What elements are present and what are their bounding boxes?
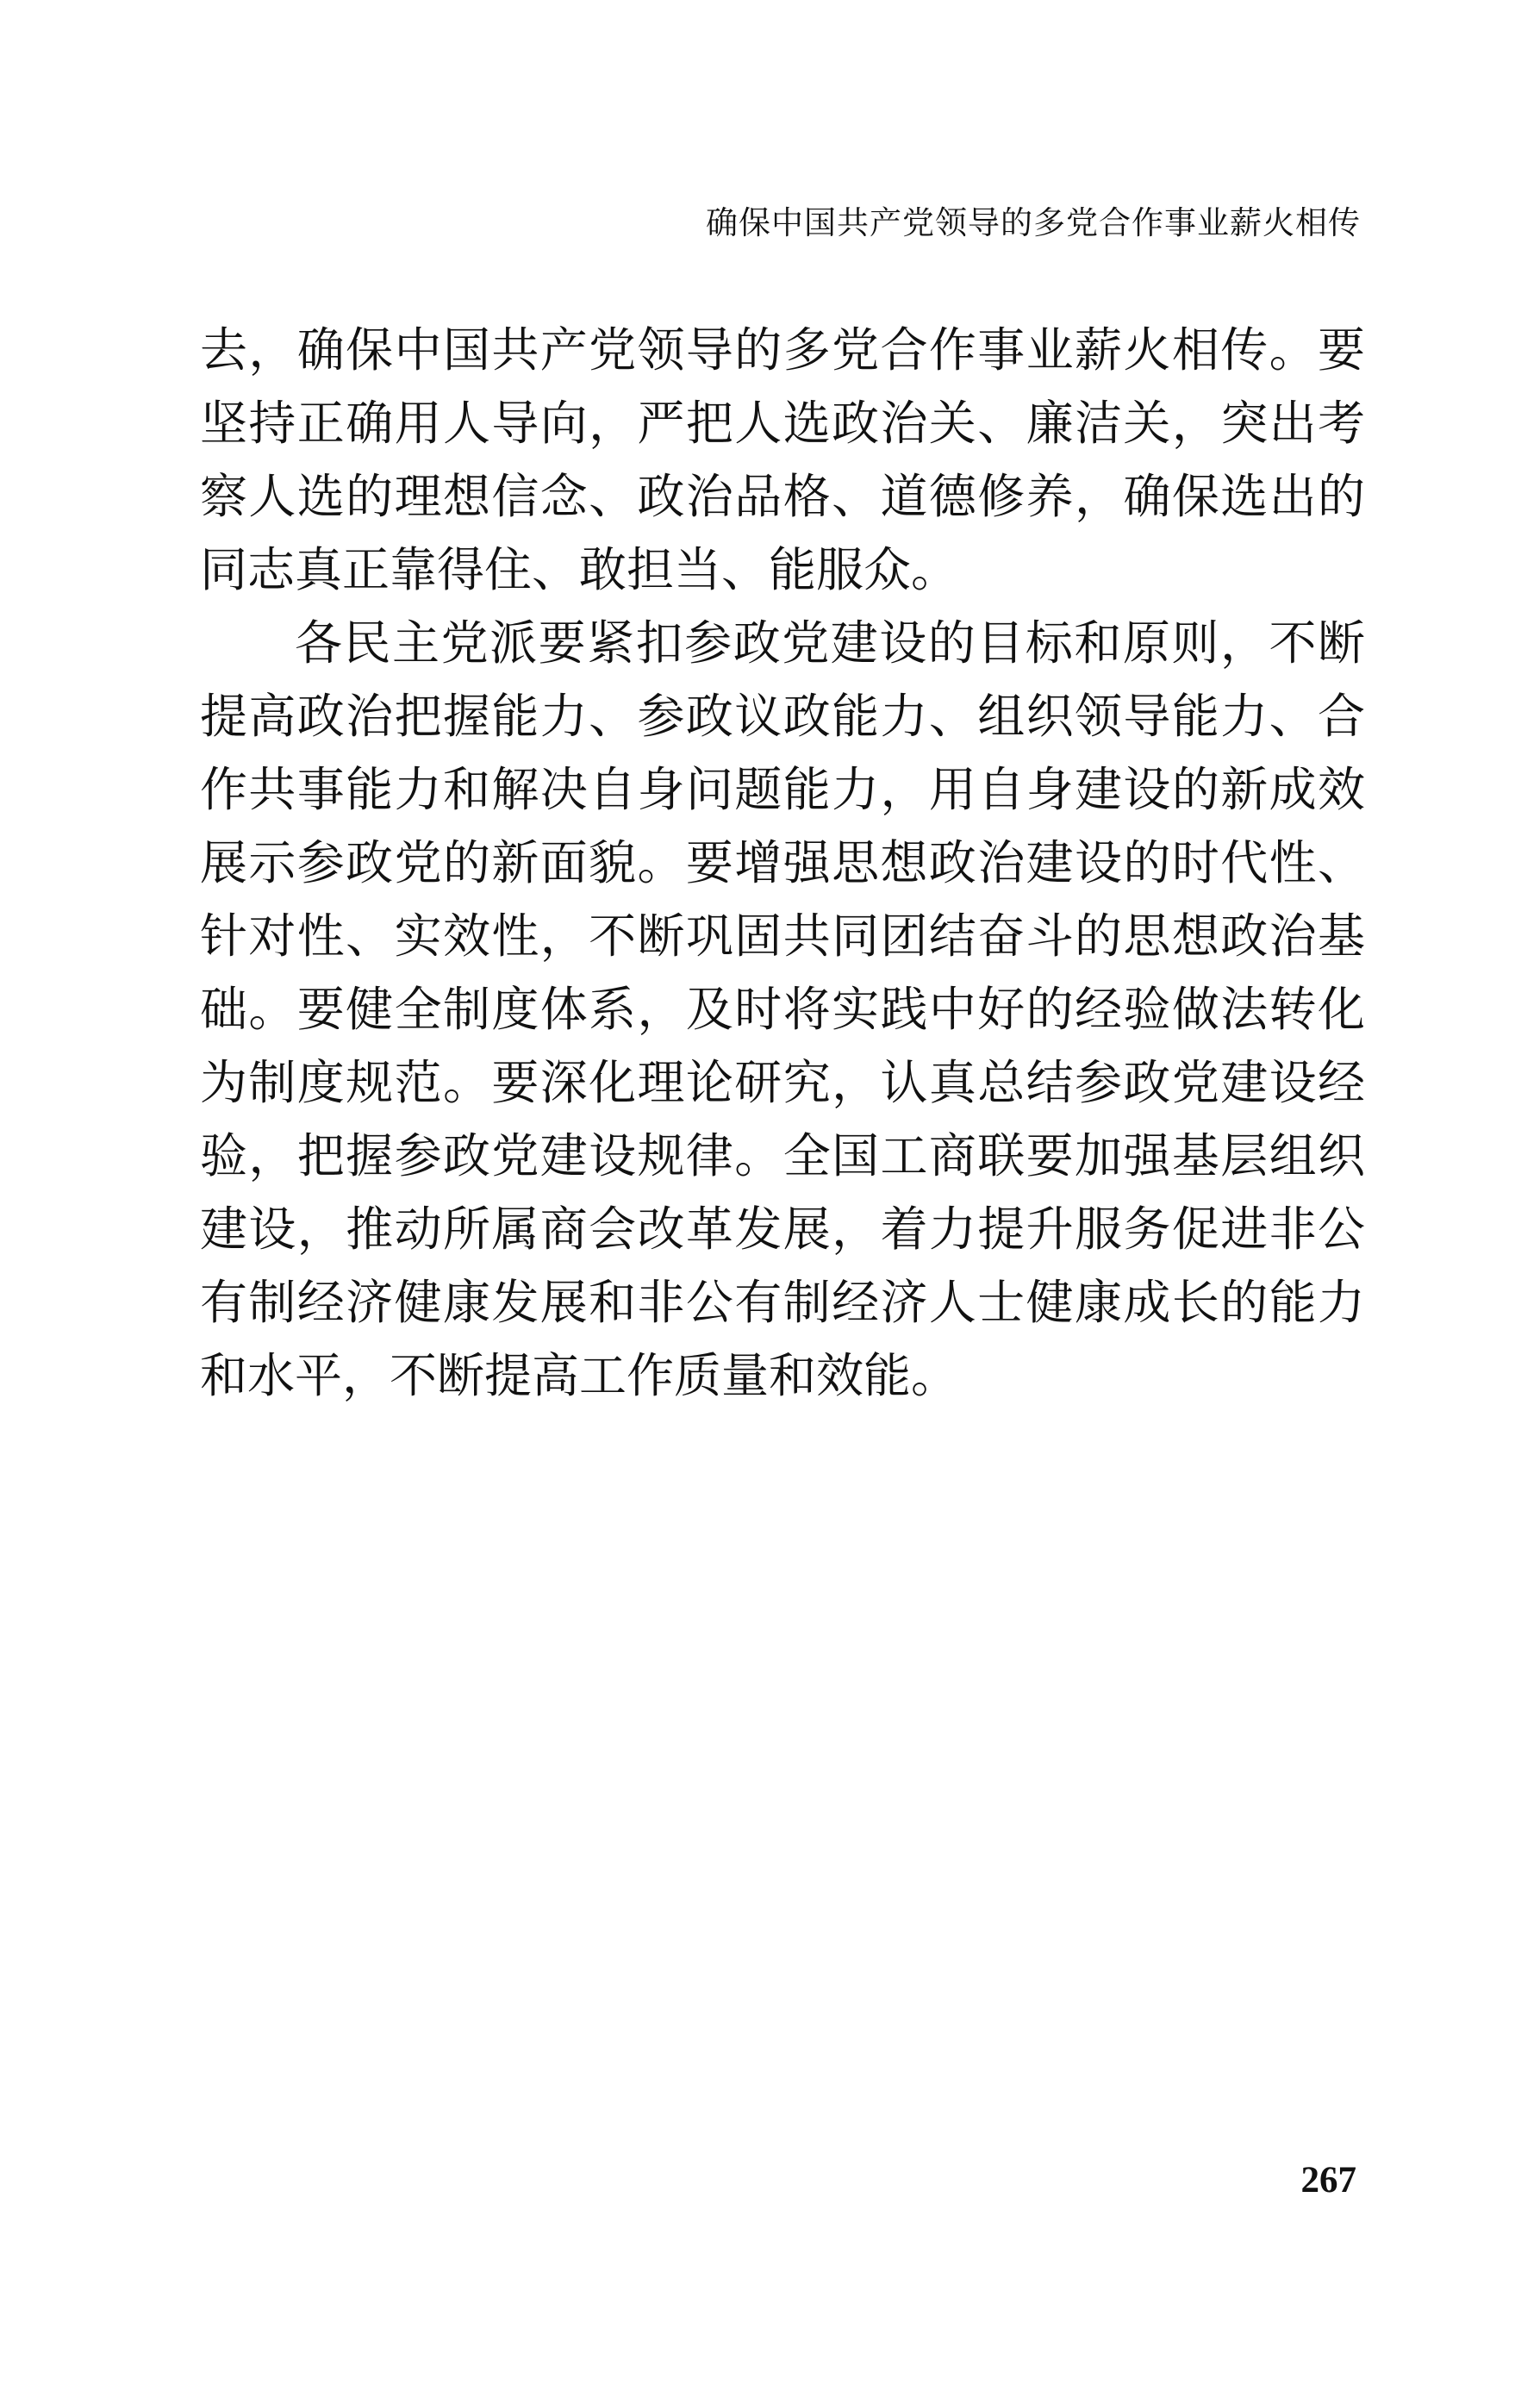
page-number: 267 (1300, 2160, 1356, 2201)
paragraph: 各民主党派要紧扣参政党建设的目标和原则，不断提高政治把握能力、参政议政能力、组织领导能力、合作共事能力和解决自身问题能力，用自身建设的新成效展示参政党的新面貌。要增强思想政治建设的时代性、针对性、实效性，不断巩固共同团结奋斗的思想政治基础。要健全制度体系，及时将实践中好的经验做法转化为制度规范。要深化理论研究，认真总结参政党建设经验，把握参政党建设规律。全国工商联要加强基层组织建设，推动所属商会改革发展，着力提升服务促进非公有制经济健康发展和非公有制经济人士健康成长的能力和水平，不断提高工作质量和效能。 (200, 615, 1365, 1403)
body-text (200, 314, 1365, 1413)
running-head-title: 确保中国共产党领导的多党合作事业薪火相传 (706, 204, 1361, 241)
paragraph-continued: 去，确保中国共产党领导的多党合作事业薪火相传。要坚持正确用人导向，严把人选政治关、廉洁关，突出考察人选的理想信念、政治品格、道德修养，确保选出的同志真正靠得住、敢担当、能服众。 (200, 322, 1365, 597)
